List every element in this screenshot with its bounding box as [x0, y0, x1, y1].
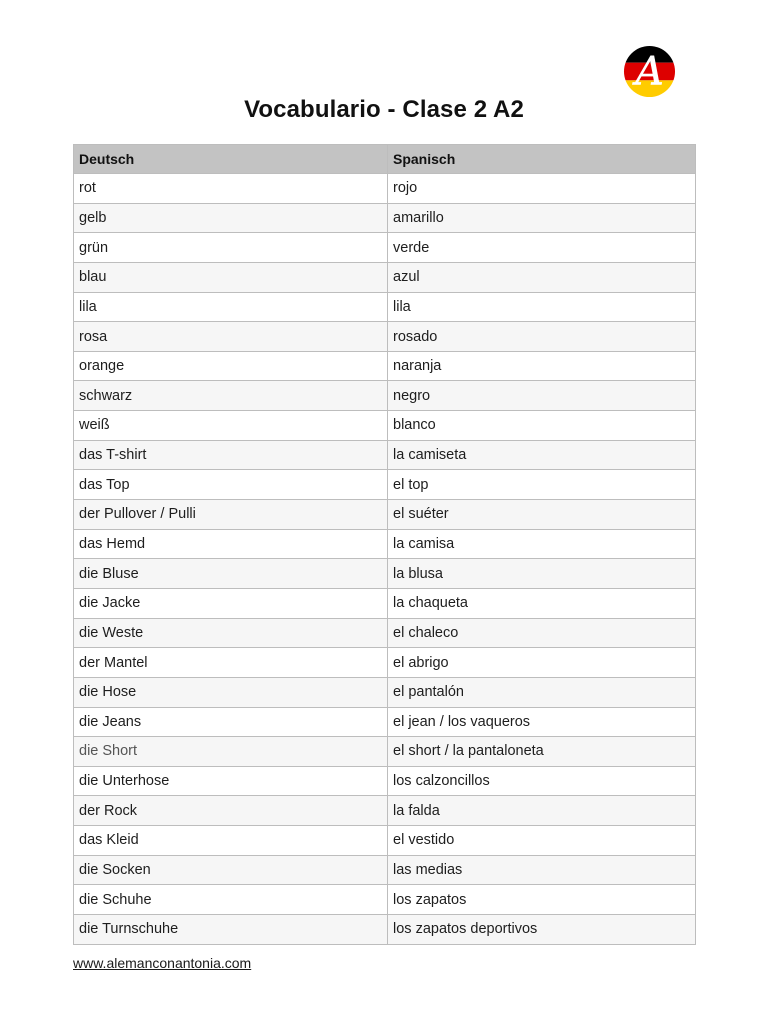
cell-deutsch: schwarz: [74, 381, 388, 411]
table-row: [74, 411, 696, 441]
cell-deutsch: die Bluse: [74, 559, 388, 589]
table-row: [74, 203, 696, 233]
cell-spanisch: el vestido: [388, 826, 696, 856]
cell-deutsch: die Turnschuhe: [74, 915, 388, 945]
vocabulary-table: [73, 144, 696, 945]
cell-spanisch: el abrigo: [388, 648, 696, 678]
table-row: [74, 500, 696, 530]
table-row: [74, 262, 696, 292]
table-row: [74, 648, 696, 678]
table-row: [74, 529, 696, 559]
cell-spanisch: el top: [388, 470, 696, 500]
cell-deutsch: das Top: [74, 470, 388, 500]
cell-spanisch: naranja: [388, 351, 696, 381]
cell-spanisch: las medias: [388, 855, 696, 885]
cell-deutsch: die Unterhose: [74, 766, 388, 796]
column-header-spanisch: Spanisch: [388, 145, 696, 174]
cell-spanisch: los zapatos: [388, 885, 696, 915]
table-row: [74, 737, 696, 767]
cell-deutsch: die Hose: [74, 677, 388, 707]
cell-deutsch: die Jeans: [74, 707, 388, 737]
cell-spanisch: el chaleco: [388, 618, 696, 648]
table-row: [74, 855, 696, 885]
cell-spanisch: los zapatos deportivos: [388, 915, 696, 945]
table-row: [74, 470, 696, 500]
cell-spanisch: verde: [388, 233, 696, 263]
table-row: [74, 292, 696, 322]
table-row: [74, 885, 696, 915]
cell-deutsch: rosa: [74, 322, 388, 352]
cell-spanisch: la camisa: [388, 529, 696, 559]
table-header-row: [74, 145, 696, 174]
flag-logo-icon: [623, 45, 676, 98]
cell-deutsch: das Kleid: [74, 826, 388, 856]
cell-spanisch: la falda: [388, 796, 696, 826]
table-row: [74, 588, 696, 618]
cell-spanisch: rojo: [388, 174, 696, 204]
cell-deutsch: gelb: [74, 203, 388, 233]
cell-deutsch: die Socken: [74, 855, 388, 885]
table-row: [74, 351, 696, 381]
cell-spanisch: lila: [388, 292, 696, 322]
cell-spanisch: la blusa: [388, 559, 696, 589]
cell-deutsch: die Weste: [74, 618, 388, 648]
cell-spanisch: el suéter: [388, 500, 696, 530]
cell-spanisch: amarillo: [388, 203, 696, 233]
table-row: [74, 233, 696, 263]
table-row: [74, 796, 696, 826]
table-row: [74, 559, 696, 589]
table-row: [74, 677, 696, 707]
cell-spanisch: blanco: [388, 411, 696, 441]
cell-spanisch: el jean / los vaqueros: [388, 707, 696, 737]
cell-deutsch: der Rock: [74, 796, 388, 826]
column-header-deutsch: Deutsch: [74, 145, 388, 174]
table-row: [74, 440, 696, 470]
logo-letter: A: [635, 49, 664, 95]
cell-deutsch: das Hemd: [74, 529, 388, 559]
page-title: Vocabulario - Clase 2 A2: [244, 96, 524, 123]
cell-deutsch: der Pullover / Pulli: [74, 500, 388, 530]
cell-deutsch: grün: [74, 233, 388, 263]
cell-deutsch: das T-shirt: [74, 440, 388, 470]
cell-spanisch: negro: [388, 381, 696, 411]
table-row: [74, 766, 696, 796]
cell-deutsch: rot: [74, 174, 388, 204]
cell-deutsch: orange: [74, 351, 388, 381]
table-row: [74, 826, 696, 856]
table-row: [74, 174, 696, 204]
cell-deutsch: lila: [74, 292, 388, 322]
cell-deutsch: blau: [74, 262, 388, 292]
table-body: [74, 174, 696, 945]
cell-spanisch: el pantalón: [388, 677, 696, 707]
cell-spanisch: los calzoncillos: [388, 766, 696, 796]
cell-deutsch: die Short: [74, 737, 388, 767]
cell-spanisch: el short / la pantaloneta: [388, 737, 696, 767]
cell-deutsch: die Schuhe: [74, 885, 388, 915]
cell-spanisch: la camiseta: [388, 440, 696, 470]
table-row: [74, 381, 696, 411]
cell-spanisch: rosado: [388, 322, 696, 352]
table-row: [74, 322, 696, 352]
table-row: [74, 707, 696, 737]
cell-spanisch: azul: [388, 262, 696, 292]
cell-spanisch: la chaqueta: [388, 588, 696, 618]
table-row: [74, 618, 696, 648]
cell-deutsch: der Mantel: [74, 648, 388, 678]
website-link[interactable]: www.alemanconantonia.com: [73, 955, 252, 971]
table-row: [74, 915, 696, 945]
cell-deutsch: weiß: [74, 411, 388, 441]
cell-deutsch: die Jacke: [74, 588, 388, 618]
